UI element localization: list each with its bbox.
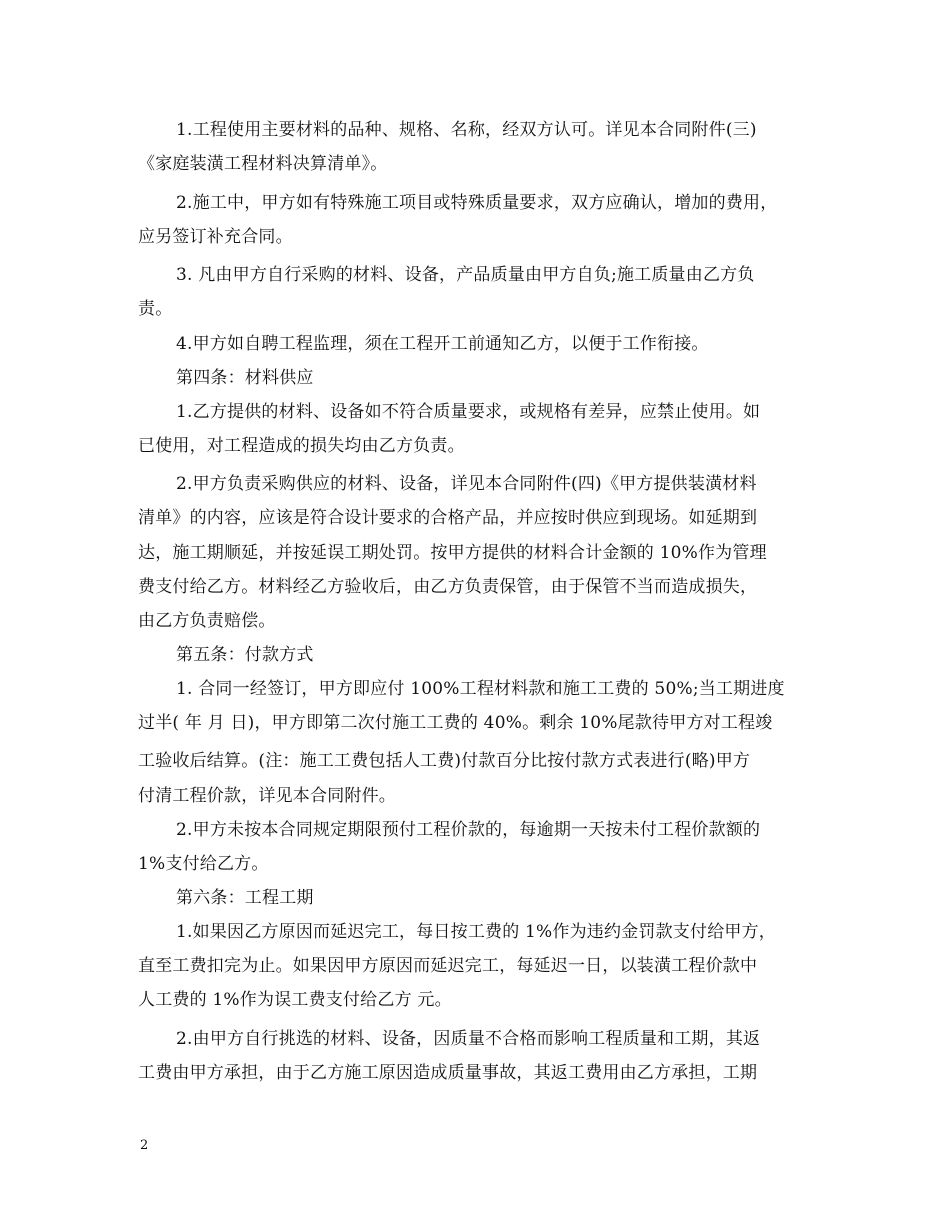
text-line-2: 《家庭装潢工程材料决算清单》。 xyxy=(138,154,388,174)
text-line-3: 2.施工中，甲方如有特殊施工项目或特殊质量要求，双方应确认，增加的费用， xyxy=(176,193,778,213)
text-line-18: 过半( 年 月 日)，甲方即第二次付施工工费的 40%。剩余 10%尾款待甲方对工程竣 xyxy=(138,713,773,733)
text-line-17: 1. 合同一经签订，甲方即应付 100%工程材料款和施工工费的 50%;当工期进度 xyxy=(176,679,785,699)
text-line-13: 达，施工期顺延，并按延误工期处罚。按甲方提供的材料合计金额的 10%作为管理 xyxy=(138,543,767,563)
text-line-5: 3. 凡由甲方自行采购的材料、设备，产品质量由甲方自负;施工质量由乙方负 xyxy=(176,265,755,285)
text-line-26: 人工费的 1%作为误工费支付给乙方 元。 xyxy=(138,990,452,1010)
section-heading-6: 第六条：工程工期 xyxy=(176,888,314,908)
text-line-10: 已使用，对工程造成的损失均由乙方负责。 xyxy=(138,436,465,456)
text-line-15: 由乙方负责赔偿。 xyxy=(138,611,276,631)
text-line-4: 应另签订补充合同。 xyxy=(138,227,293,247)
text-line-25: 直至工费扣完为止。如果因甲方原因而延迟完工，每延迟一日，以装潢工程价款中 xyxy=(138,956,758,976)
text-line-11: 2.甲方负责采购供应的材料、设备，详见本合同附件(四)《甲方提供装潢材料 xyxy=(176,474,757,494)
text-line-28: 工费由甲方承担，由于乙方施工原因造成质量事故，其返工费用由乙方承担，工期 xyxy=(138,1063,758,1083)
page-number: 2 xyxy=(140,1138,149,1153)
text-line-20: 付清工程价款，详见本合同附件。 xyxy=(138,786,396,806)
text-line-19: 工验收后结算。(注：施工工费包括人工费)付款百分比按付款方式表进行(略)甲方 xyxy=(138,751,751,771)
text-line-1: 1.工程使用主要材料的品种、规格、名称，经双方认可。详见本合同附件(三) xyxy=(176,120,757,140)
text-line-22: 1%支付给乙方。 xyxy=(138,854,269,874)
text-line-21: 2.甲方未按本合同规定期限预付工程价款的，每逾期一天按未付工程价款额的 xyxy=(176,820,761,840)
section-heading-5: 第五条：付款方式 xyxy=(176,645,314,665)
text-line-9: 1.乙方提供的材料、设备如不符合质量要求，或规格有差异，应禁止使用。如 xyxy=(176,402,761,422)
text-line-24: 1.如果因乙方原因而延迟完工，每日按工费的 1%作为违约金罚款支付给甲方， xyxy=(176,922,776,942)
text-line-14: 费支付给乙方。材料经乙方验收后，由乙方负责保管，由于保管不当而造成损失， xyxy=(138,577,758,597)
text-line-12: 清单》的内容，应该是符合设计要求的合格产品，并应按时供应到现场。如延期到 xyxy=(138,508,758,528)
section-heading-4: 第四条：材料供应 xyxy=(176,368,314,388)
text-line-7: 4.甲方如自聘工程监理，须在工程开工前通知乙方，以便于工作衔接。 xyxy=(176,334,709,354)
text-line-6: 责。 xyxy=(138,299,173,319)
text-line-27: 2.由甲方自行挑选的材料、设备，因质量不合格而影响工程质量和工期，其返 xyxy=(176,1029,761,1049)
